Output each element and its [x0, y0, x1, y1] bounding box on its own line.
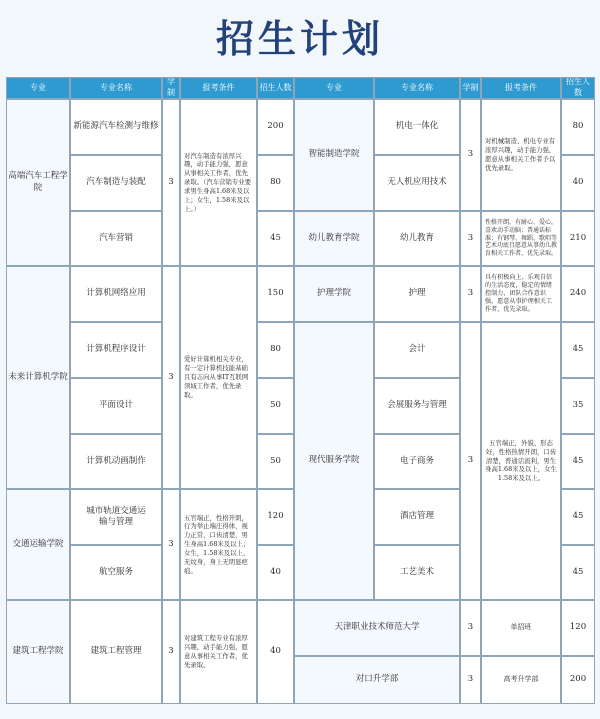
quota-cell: 45	[257, 211, 294, 266]
duration-cell: 3	[460, 211, 481, 266]
quota-cell: 120	[257, 489, 294, 545]
major-cell: 航空服务	[70, 545, 162, 600]
quota-cell: 120	[561, 600, 595, 656]
college-cell: 智能制造学院	[294, 99, 374, 211]
header-duration: 学制	[162, 77, 180, 99]
major-cell: 无人机应用技术	[374, 155, 460, 211]
conditions-cell: 对机械制造、机电专业有浓厚兴趣，动手能力强，愿意从事相关工作者予以优先录取。	[481, 99, 561, 211]
extra-note-cell: 单招班	[481, 600, 561, 656]
duration-cell: 3	[460, 266, 481, 322]
college-cell: 交通运输学院	[6, 489, 70, 600]
conditions-cell: 性格开朗，有耐心、爱心，喜欢动手动脑；普通话标准；有钢琴、舞蹈、歌唱等艺术功底且愿意从事幼儿教育相关工作者，优先录取。	[481, 211, 561, 266]
college-cell: 高端汽车工程学院	[6, 99, 70, 266]
header-conditions: 报考条件	[180, 77, 257, 99]
quota-cell: 45	[561, 545, 595, 600]
quota-cell: 45	[561, 434, 595, 489]
duration-cell: 3	[162, 489, 180, 600]
header-conditions: 报考条件	[481, 77, 561, 99]
quota-cell: 150	[257, 266, 294, 322]
quota-cell: 80	[257, 322, 294, 378]
header-major-name: 专业名称	[70, 77, 162, 99]
major-cell: 汽车制造与装配	[70, 155, 162, 211]
major-cell: 酒店管理	[374, 489, 460, 545]
header-college: 专业	[294, 77, 374, 99]
college-cell: 现代服务学院	[294, 322, 374, 600]
major-cell: 计算机动画制作	[70, 434, 162, 489]
conditions-cell: 对汽车制造有浓厚兴趣，动手能力强，愿意从事相关工作者，优先录取。（汽车营销专业要求男生身高1.68米及以上；女生，1.58米及以上。）	[180, 99, 257, 266]
extra-note-cell: 高考升学部	[481, 656, 561, 704]
quota-cell: 35	[561, 378, 595, 434]
quota-cell: 50	[257, 378, 294, 434]
quota-cell: 40	[561, 155, 595, 211]
major-cell: 新能源汽车检测与维修	[70, 99, 162, 155]
header-major-name: 专业名称	[374, 77, 460, 99]
quota-cell: 45	[561, 322, 595, 378]
college-cell: 护理学院	[294, 266, 374, 322]
quota-cell: 200	[257, 99, 294, 155]
page-title: 招生计划	[215, 17, 384, 61]
duration-cell: 3	[460, 99, 481, 211]
header-quota: 招生人数	[257, 77, 294, 99]
quota-cell: 50	[257, 434, 294, 489]
major-cell: 建筑工程管理	[70, 600, 162, 704]
quota-cell: 240	[561, 266, 595, 322]
conditions-cell: 爱好计算机相关专业，有一定计算机技能基础且有志向从事IT互联网领域工作者，优先录取。	[180, 266, 257, 489]
quota-cell: 210	[561, 211, 595, 266]
header-quota: 招生人数	[561, 77, 595, 99]
major-cell: 会展服务与管理	[374, 378, 460, 434]
major-cell: 计算机程序设计	[70, 322, 162, 378]
college-cell: 未来计算机学院	[6, 266, 70, 489]
major-cell: 汽车营销	[70, 211, 162, 266]
header-duration: 学制	[460, 77, 481, 99]
college-cell: 建筑工程学院	[6, 600, 70, 704]
major-cell: 电子商务	[374, 434, 460, 489]
quota-cell: 40	[257, 600, 294, 704]
duration-cell: 3	[460, 656, 481, 704]
quota-cell: 45	[561, 489, 595, 545]
duration-cell: 3	[460, 600, 481, 656]
major-cell: 护理	[374, 266, 460, 322]
college-cell: 幼儿教育学院	[294, 211, 374, 266]
quota-cell: 80	[257, 155, 294, 211]
major-cell: 计算机网络应用	[70, 266, 162, 322]
quota-cell: 40	[257, 545, 294, 600]
conditions-cell: 五官端正，外貌、形态好，性格热情开朗，口齿清楚，普通话流利，男生身高1.68米及以上，女生1.58米及以上。	[481, 322, 561, 600]
extra-school-cell: 对口升学部	[294, 656, 460, 704]
conditions-cell: 对建筑工程专业有浓厚兴趣，动手能力强，愿意从事相关工作者，优先录取。	[180, 600, 257, 704]
quota-cell: 200	[561, 656, 595, 704]
extra-school-cell: 天津职业技术师范大学	[294, 600, 460, 656]
header-college: 专业	[6, 77, 70, 99]
duration-cell: 3	[162, 266, 180, 489]
major-cell: 会计	[374, 322, 460, 378]
duration-cell: 3	[162, 99, 180, 266]
conditions-cell: 五官端正，性格开朗，行为举止端庄得体，视力正常，口齿清楚，男生身高1.68米及以上；女生，1.58米及以上，无纹身，身上无明显疤痕。	[180, 489, 257, 600]
major-cell: 平面设计	[70, 378, 162, 434]
major-cell: 机电一体化	[374, 99, 460, 155]
major-cell: 工艺美术	[374, 545, 460, 600]
duration-cell: 3	[162, 600, 180, 704]
major-cell: 幼儿教育	[374, 211, 460, 266]
conditions-cell: 具有积极向上、乐观自信的生活态度，稳定的情绪控制力，团队合作意识强，愿意从事护理相关工作者，优先录取。	[481, 266, 561, 322]
duration-cell: 3	[460, 322, 481, 600]
major-cell: 城市轨道交通运输与管理	[70, 489, 162, 545]
quota-cell: 80	[561, 99, 595, 155]
